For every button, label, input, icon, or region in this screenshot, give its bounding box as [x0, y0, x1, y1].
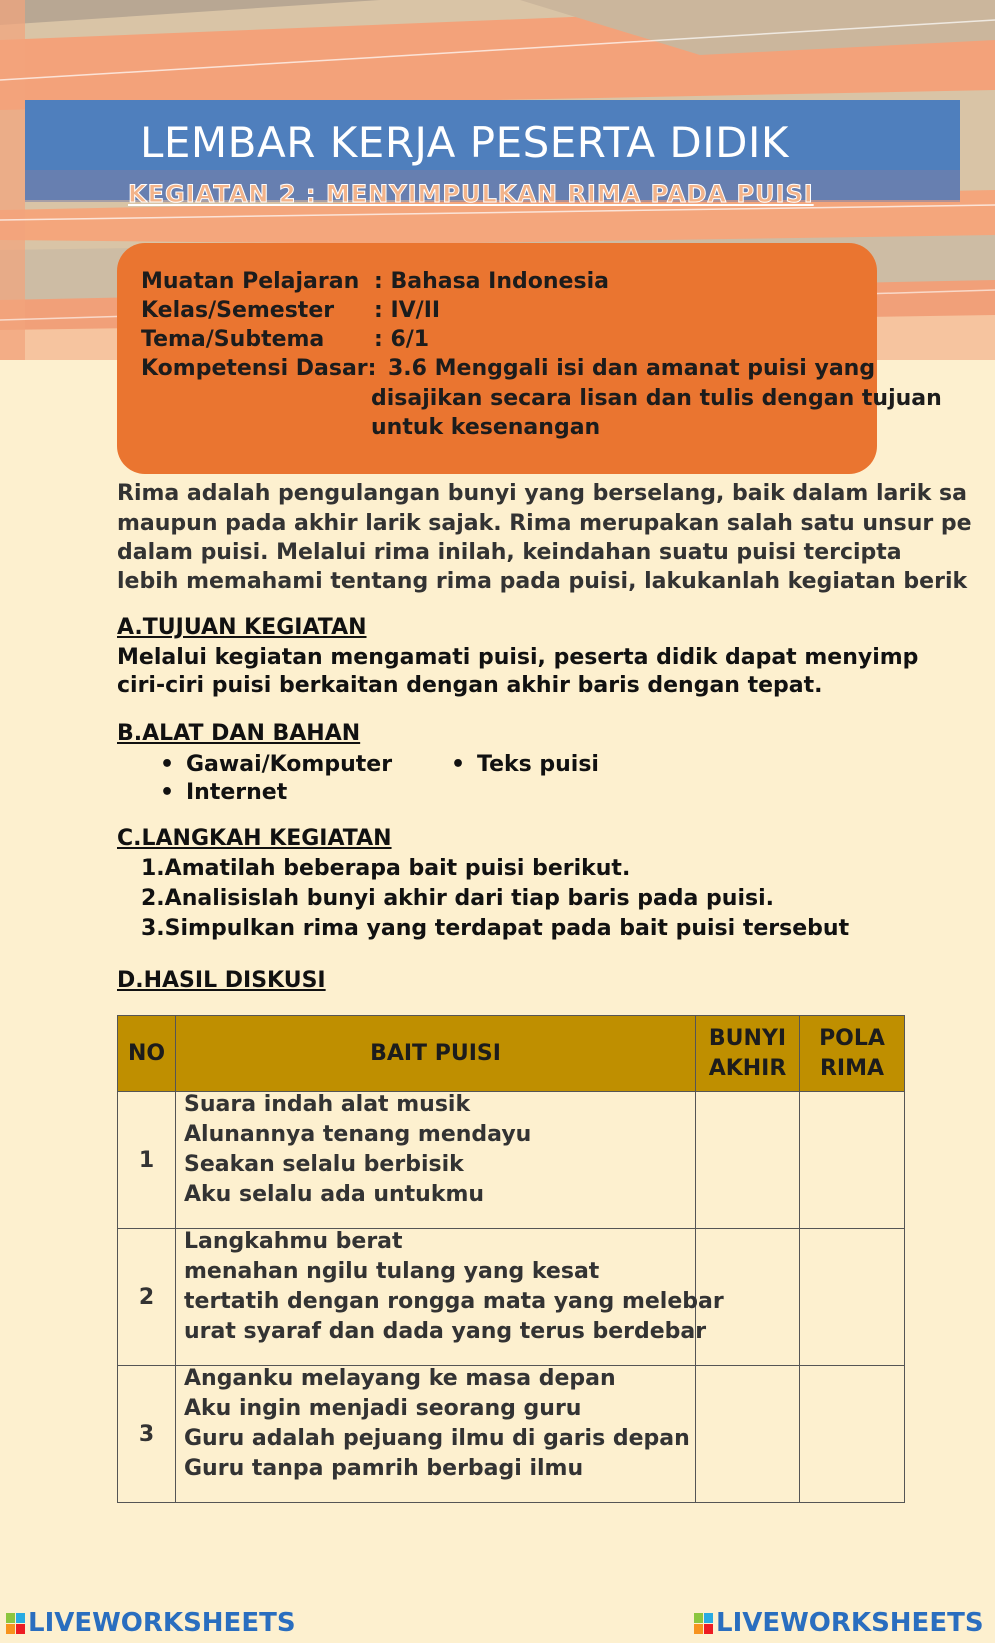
intro-line-2: maupun pada akhir larik sajak. Rima merupakan salah satu unsur pe — [117, 511, 972, 536]
activity-subtitle: KEGIATAN 2 : MENYIMPULKAN RIMA PADA PUISI — [128, 180, 814, 208]
section-a-line-1: Melalui kegiatan mengamati puisi, peserta didik dapat menyimp — [117, 645, 919, 670]
tema-value: : 6/1 — [374, 327, 430, 352]
bait-cell — [176, 1366, 696, 1503]
kd-line-3: untuk kesenangan — [371, 415, 601, 440]
muatan-value: : Bahasa Indonesia — [374, 269, 609, 294]
liveworksheets-icon — [6, 1613, 25, 1634]
tema-label: Tema/Subtema — [141, 327, 325, 352]
logo-text: LIVEWORKSHEETS — [28, 1608, 296, 1638]
bait-line: Aku ingin menjadi seorang guru — [184, 1396, 582, 1421]
col-pola-header-line-2: RIMA — [819, 1055, 885, 1081]
bait-line: menahan ngilu tulang yang kesat — [184, 1259, 600, 1284]
bunyi-akhir-cell[interactable] — [696, 1366, 800, 1503]
bait-line: tertatih dengan rongga mata yang melebar — [184, 1289, 724, 1314]
row-number: 1 — [118, 1092, 176, 1229]
list-item: • Gawai/Komputer — [186, 752, 392, 777]
bait-line: urat syaraf dan dada yang terus berdebar — [184, 1319, 707, 1344]
col-pola-header — [800, 1016, 905, 1092]
row-number: 2 — [118, 1229, 176, 1366]
bait-line: Seakan selalu berbisik — [184, 1152, 464, 1177]
step-1: 1.Amatilah beberapa bait puisi berikut. — [141, 856, 631, 881]
table-row — [118, 1366, 905, 1503]
table-row — [118, 1092, 905, 1229]
liveworksheets-logo-left[interactable] — [6, 1608, 296, 1638]
section-b-heading: B.ALAT DAN BAHAN — [117, 721, 361, 746]
table-row — [118, 1229, 905, 1366]
col-bunyi-header-line-2: AKHIR — [708, 1055, 787, 1081]
col-bunyi-header-line-1: BUNYI — [708, 1025, 787, 1051]
bait-line: Guru tanpa pamrih berbagi ilmu — [184, 1456, 584, 1481]
bait-line: Aku selalu ada untukmu — [184, 1182, 485, 1207]
table-header-row — [118, 1016, 905, 1092]
liveworksheets-logo-right[interactable] — [694, 1608, 984, 1638]
section-c-heading: C.LANGKAH KEGIATAN — [117, 826, 392, 851]
intro-line-1: Rima adalah pengulangan bunyi yang berselang, baik dalam larik sa — [117, 481, 967, 506]
step-2: 2.Analisislah bunyi akhir dari tiap baris pada puisi. — [141, 886, 775, 911]
col-bunyi-header — [696, 1016, 800, 1092]
section-d-heading: D.HASIL DISKUSI — [117, 968, 326, 993]
intro-line-4: lebih memahami tentang rima pada puisi, lakukanlah kegiatan berik — [117, 569, 968, 594]
bait-line: Anganku melayang ke masa depan — [184, 1366, 616, 1391]
col-pola-header-line-1: POLA — [819, 1025, 885, 1051]
bait-cell — [176, 1229, 724, 1366]
kd-label: Kompetensi Dasar: — [141, 356, 377, 381]
bait-line: Guru adalah pejuang ilmu di garis depan — [184, 1426, 690, 1451]
bait-line: Alunannya tenang mendayu — [184, 1122, 532, 1147]
col-no-header: NO — [118, 1016, 176, 1092]
kd-line-2: disajikan secara lisan dan tulis dengan tujuan — [371, 386, 942, 411]
col-bait-header: BAIT PUISI — [176, 1016, 696, 1092]
row-number: 3 — [118, 1366, 176, 1503]
pola-rima-cell[interactable] — [800, 1366, 905, 1503]
bait-line: Suara indah alat musik — [184, 1092, 471, 1117]
list-item: • Internet — [186, 780, 287, 805]
section-a-heading: A.TUJUAN KEGIATAN — [117, 615, 367, 640]
kelas-label: Kelas/Semester — [141, 298, 335, 323]
liveworksheets-icon — [694, 1613, 713, 1634]
step-3: 3.Simpulkan rima yang terdapat pada bait puisi tersebut — [141, 916, 850, 941]
logo-text: LIVEWORKSHEETS — [716, 1608, 984, 1638]
bait-cell — [176, 1092, 696, 1229]
discussion-table — [117, 1015, 905, 1503]
kelas-value: : IV/II — [374, 298, 441, 323]
bait-line: Langkahmu berat — [184, 1229, 403, 1254]
pola-rima-cell[interactable] — [800, 1092, 905, 1229]
pola-rima-cell[interactable] — [800, 1229, 905, 1366]
intro-line-3: dalam puisi. Melalui rima inilah, keindahan suatu puisi tercipta — [117, 540, 902, 565]
worksheet-title: LEMBAR KERJA PESERTA DIDIK — [140, 118, 789, 167]
muatan-label: Muatan Pelajaran — [141, 269, 360, 294]
list-item: • Teks puisi — [477, 752, 599, 777]
kd-line-1: 3.6 Menggali isi dan amanat puisi yang — [388, 356, 876, 381]
bunyi-akhir-cell[interactable] — [696, 1092, 800, 1229]
section-a-line-2: ciri-ciri puisi berkaitan dengan akhir baris dengan tepat. — [117, 673, 823, 698]
